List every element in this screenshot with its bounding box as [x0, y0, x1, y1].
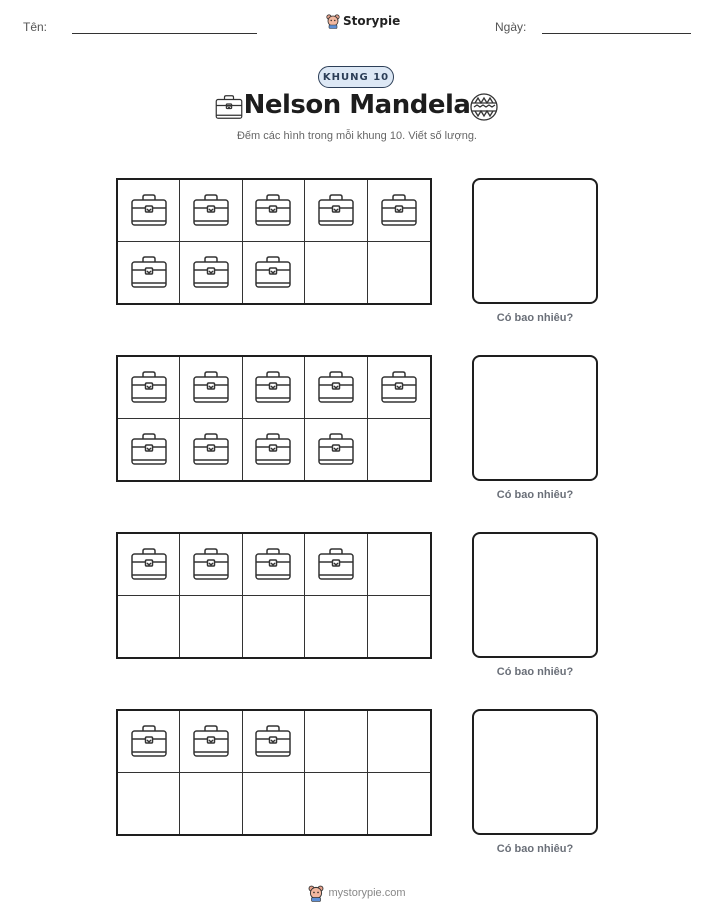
instructions: Đếm các hình trong mỗi khung 10. Viết số lượng. — [236, 130, 477, 142]
ten-frame-cell — [118, 242, 180, 304]
briefcase-icon — [129, 192, 169, 228]
date-line[interactable] — [542, 33, 691, 34]
briefcase-icon — [379, 369, 419, 405]
briefcase-icon — [253, 723, 293, 759]
ten-frame-cell — [118, 357, 180, 419]
ten-frame-cell — [243, 711, 305, 773]
footer — [0, 884, 714, 902]
bear-icon — [326, 13, 340, 29]
ten-frame-cell — [305, 534, 367, 596]
briefcase-icon — [253, 546, 293, 582]
ten-frame-cell — [180, 596, 242, 658]
briefcase-icon — [191, 369, 231, 405]
briefcase-icon — [253, 369, 293, 405]
briefcase-icon — [129, 546, 169, 582]
briefcase-icon — [379, 192, 419, 228]
ten-frame-cell — [180, 419, 242, 481]
brand-name: Storypie — [343, 14, 401, 28]
ten-frame-cell — [180, 242, 242, 304]
answer-box[interactable] — [472, 532, 598, 658]
ten-frame-cell — [243, 419, 305, 481]
ten-frame-cell — [180, 534, 242, 596]
ten-frame — [116, 532, 432, 659]
ten-frame-cell — [118, 534, 180, 596]
ten-frame-cell — [305, 711, 367, 773]
name-label: Tên: — [23, 20, 48, 34]
ten-frame-cell — [180, 357, 242, 419]
ten-frame-cell — [368, 596, 430, 658]
briefcase-icon — [191, 431, 231, 467]
briefcase-icon — [191, 254, 231, 290]
ten-frame-cell — [243, 773, 305, 835]
page-title: Nelson Mandela — [243, 90, 471, 120]
globe-pattern-icon — [469, 92, 499, 122]
ten-frame-cell — [180, 180, 242, 242]
ten-frame-cell — [368, 242, 430, 304]
briefcase-icon — [191, 192, 231, 228]
briefcase-icon — [129, 254, 169, 290]
brand-logo — [326, 13, 400, 29]
ten-frame — [116, 355, 432, 482]
briefcase-icon — [316, 192, 356, 228]
ten-frame-cell — [368, 711, 430, 773]
ten-frame-cell — [243, 242, 305, 304]
ten-frame-cell — [368, 357, 430, 419]
ten-frame-cell — [305, 773, 367, 835]
briefcase-icon — [316, 431, 356, 467]
briefcase-icon — [129, 369, 169, 405]
answer-question: Có bao nhiêu? — [496, 843, 574, 855]
briefcase-icon — [253, 192, 293, 228]
briefcase-icon — [129, 431, 169, 467]
ten-frame-cell — [305, 357, 367, 419]
ten-frame-cell — [305, 180, 367, 242]
ten-frame-cell — [118, 711, 180, 773]
footer-url[interactable]: mystorypie.com — [328, 887, 406, 899]
ten-frame-cell — [368, 419, 430, 481]
ten-frame-cell — [368, 534, 430, 596]
answer-box[interactable] — [472, 355, 598, 481]
answer-question: Có bao nhiêu? — [496, 312, 574, 324]
briefcase-icon — [129, 723, 169, 759]
ten-frame-cell — [243, 357, 305, 419]
ten-frame-cell — [368, 180, 430, 242]
ten-frame-cell — [243, 534, 305, 596]
ten-frame-cell — [118, 773, 180, 835]
ten-frame — [116, 178, 432, 305]
ten-frame-cell — [368, 773, 430, 835]
ten-frame — [116, 709, 432, 836]
name-line[interactable] — [72, 33, 257, 34]
ten-frame-cell — [305, 596, 367, 658]
answer-question: Có bao nhiêu? — [496, 666, 574, 678]
briefcase-icon — [253, 431, 293, 467]
answer-box[interactable] — [472, 709, 598, 835]
ten-frame-cell — [118, 180, 180, 242]
ten-frame-cell — [305, 242, 367, 304]
briefcase-icon — [253, 254, 293, 290]
briefcase-icon — [316, 369, 356, 405]
ten-frame-cell — [243, 180, 305, 242]
worksheet-type-badge: KHUNG 10 — [318, 66, 394, 88]
ten-frame-cell — [118, 596, 180, 658]
ten-frame-cell — [180, 711, 242, 773]
date-label: Ngày: — [495, 20, 527, 34]
ten-frame-cell — [243, 596, 305, 658]
briefcase-icon — [191, 723, 231, 759]
ten-frame-cell — [305, 419, 367, 481]
ten-frame-cell — [180, 773, 242, 835]
answer-question: Có bao nhiêu? — [496, 489, 574, 501]
answer-box[interactable] — [472, 178, 598, 304]
briefcase-icon — [316, 546, 356, 582]
briefcase-icon — [191, 546, 231, 582]
ten-frame-cell — [118, 419, 180, 481]
bear-icon — [308, 884, 324, 902]
